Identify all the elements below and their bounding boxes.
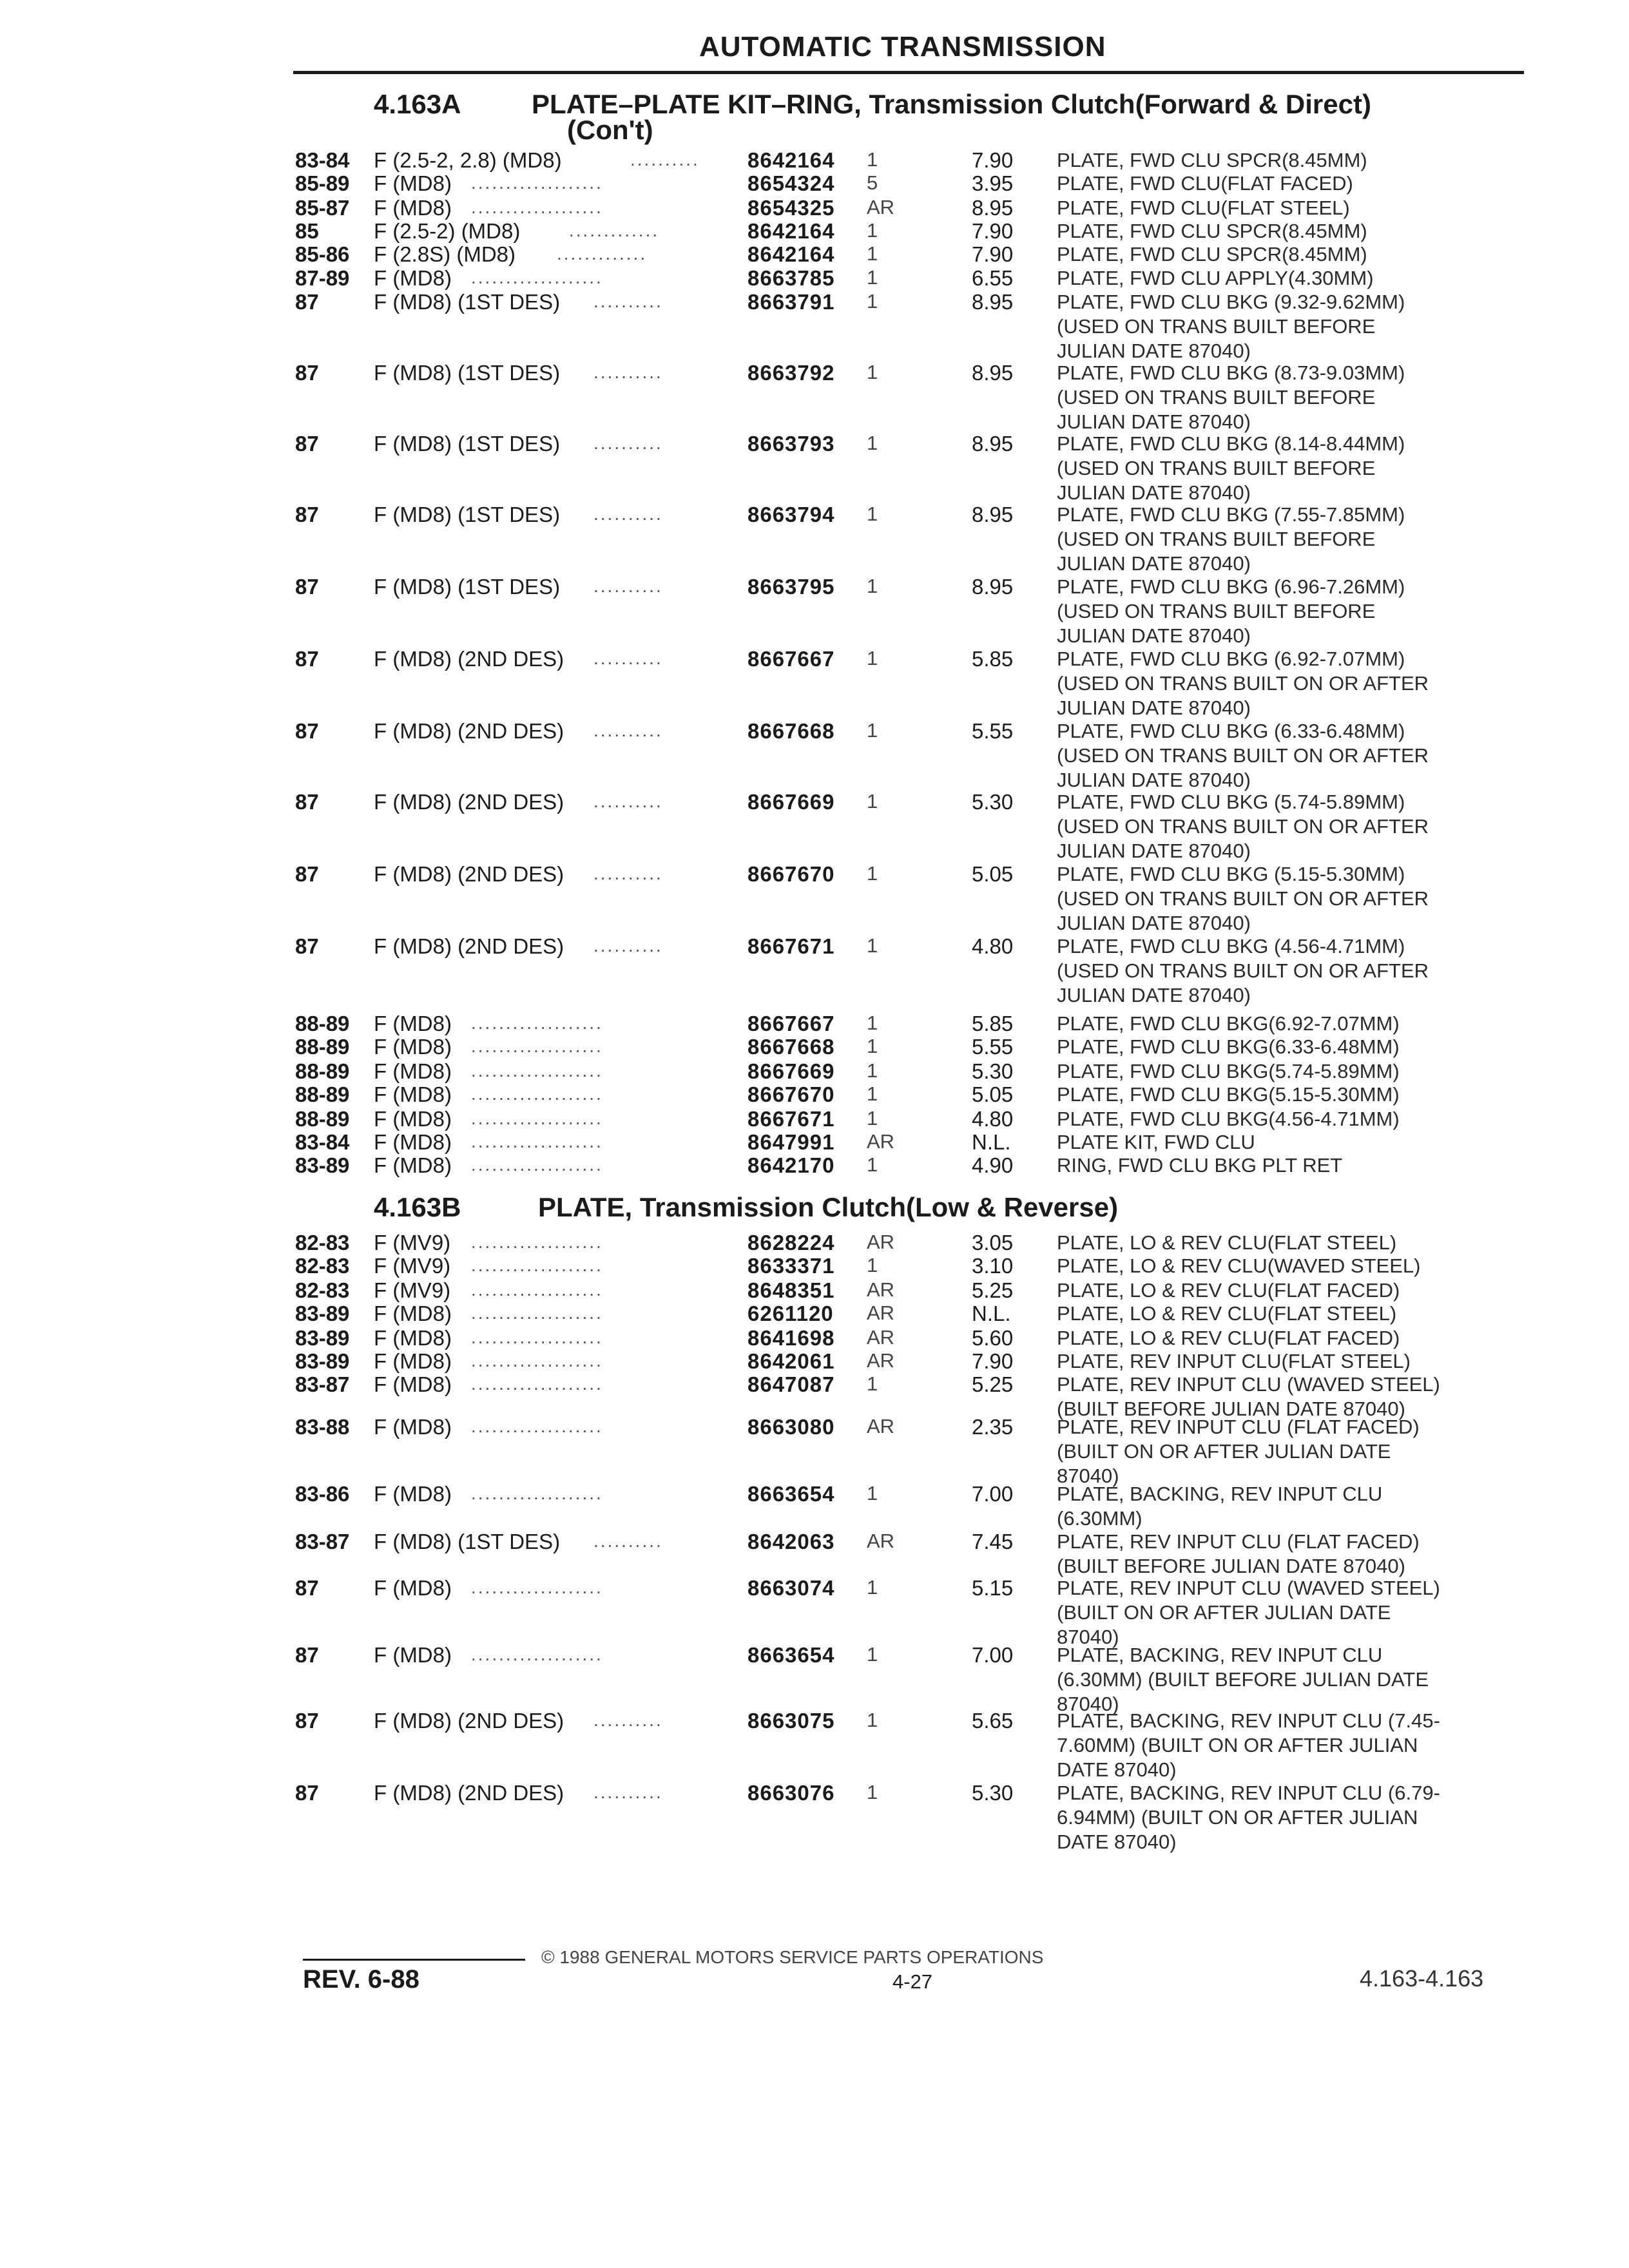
model-code: F (MD8) <box>374 1643 452 1667</box>
price: 7.00 <box>972 1482 1014 1506</box>
quantity: 1 <box>867 1035 878 1057</box>
part-description: PLATE, FWD CLU BKG (6.96-7.26MM) (USED ON TRANS BUILT BEFORE JULIAN DATE 87040) <box>1057 575 1405 647</box>
price: 5.25 <box>972 1278 1014 1302</box>
part-number: 8628224 <box>747 1231 835 1254</box>
part-description: PLATE, FWD CLU BKG(6.92-7.07MM) <box>1057 1012 1400 1035</box>
model-years: 83-87 <box>295 1530 350 1553</box>
part-number: 8667671 <box>747 1107 835 1131</box>
leader-dots: ................... <box>471 1577 603 1597</box>
model-years: 88-89 <box>295 1059 350 1083</box>
model-years: 88-89 <box>295 1012 350 1035</box>
quantity: AR <box>867 1231 895 1253</box>
part-number: 8641698 <box>747 1326 835 1350</box>
model-years: 87 <box>295 934 319 958</box>
part-description: PLATE, REV INPUT CLU (WAVED STEEL) (BUILT ON OR AFTER JULIAN DATE 87040) <box>1057 1577 1440 1648</box>
price: 7.90 <box>972 148 1014 172</box>
price: 5.05 <box>972 1082 1014 1106</box>
model-code: F (MD8) (2ND DES) <box>374 647 564 671</box>
price: 4.80 <box>972 1107 1014 1131</box>
leader-dots: .......... <box>593 791 663 811</box>
part-number: 8663793 <box>747 432 835 456</box>
part-description: PLATE, FWD CLU SPCR(8.45MM) <box>1057 243 1367 265</box>
part-description: PLATE, FWD CLU BKG (4.56-4.71MM) (USED ON TRANS BUILT ON OR AFTER JULIAN DATE 87040) <box>1057 935 1429 1006</box>
model-code: F (MD8) <box>374 1415 452 1439</box>
model-years: 87-89 <box>295 266 350 290</box>
model-code: F (MD8) <box>374 171 452 195</box>
leader-dots: ................... <box>471 1327 603 1347</box>
price: 3.05 <box>972 1231 1014 1254</box>
model-code: F (MD8) <box>374 1130 452 1154</box>
part-description: PLATE, LO & REV CLU(FLAT STEEL) <box>1057 1302 1397 1325</box>
part-description: PLATE, LO & REV CLU(WAVED STEEL) <box>1057 1254 1421 1277</box>
quantity: 1 <box>867 1372 878 1395</box>
quantity: AR <box>867 1530 895 1552</box>
leader-dots: ................... <box>471 1232 603 1252</box>
part-number: 8663076 <box>747 1781 835 1805</box>
quantity: 1 <box>867 1482 878 1504</box>
part-description: PLATE, FWD CLU BKG (5.74-5.89MM) (USED ON TRANS BUILT ON OR AFTER JULIAN DATE 87040) <box>1057 791 1429 862</box>
quantity: 1 <box>867 1254 878 1276</box>
leader-dots: .......... <box>593 1782 663 1802</box>
model-code: F (2.5-2, 2.8) (MD8) <box>374 148 562 172</box>
model-years: 83-84 <box>295 148 350 172</box>
leader-dots: ................... <box>471 1131 603 1151</box>
leader-dots: .......... <box>593 291 663 311</box>
quantity: 1 <box>867 361 878 383</box>
part-description: PLATE, REV INPUT CLU (FLAT FACED) (BUILT ON OR AFTER JULIAN DATE 87040) <box>1057 1416 1420 1487</box>
quantity: 1 <box>867 1012 878 1034</box>
quantity: 1 <box>867 575 878 597</box>
model-code: F (MD8) (1ST DES) <box>374 290 561 314</box>
model-code: F (MD8) <box>374 1153 452 1177</box>
model-code: F (MD8) (1ST DES) <box>374 432 561 456</box>
quantity: 1 <box>867 290 878 312</box>
model-years: 87 <box>295 432 319 456</box>
leader-dots: ................... <box>471 1108 603 1128</box>
model-code: F (MD8) <box>374 1012 452 1035</box>
model-years: 83-89 <box>295 1326 350 1350</box>
leader-dots: .......... <box>593 720 663 740</box>
model-code: F (MD8) (1ST DES) <box>374 361 561 385</box>
model-years: 87 <box>295 1643 319 1667</box>
model-code: F (MD8) (2ND DES) <box>374 934 564 958</box>
quantity: AR <box>867 1130 895 1153</box>
model-code: F (MD8) <box>374 1035 452 1059</box>
quantity: 1 <box>867 219 878 242</box>
model-years: 88-89 <box>295 1035 350 1059</box>
part-number: 8667668 <box>747 719 835 743</box>
price: N.L. <box>972 1130 1011 1154</box>
price: 7.90 <box>972 242 1014 266</box>
page-number: 4-27 <box>892 1970 933 1993</box>
leader-dots: .......... <box>593 1531 663 1551</box>
leader-dots: ................... <box>471 267 603 287</box>
leader-dots: ................... <box>471 1255 603 1275</box>
model-code: F (MD8) (2ND DES) <box>374 1709 564 1733</box>
quantity: 1 <box>867 1576 878 1599</box>
part-number: 8654324 <box>747 171 835 195</box>
model-years: 87 <box>295 361 319 385</box>
price: 8.95 <box>972 432 1014 456</box>
quantity: 1 <box>867 1709 878 1731</box>
model-years: 83-84 <box>295 1130 350 1154</box>
quantity: 1 <box>867 1781 878 1803</box>
part-number: 8663785 <box>747 266 835 290</box>
quantity: AR <box>867 1415 895 1437</box>
quantity: 1 <box>867 1082 878 1105</box>
price: 7.45 <box>972 1530 1014 1553</box>
quantity: AR <box>867 1278 895 1301</box>
part-number: 8663654 <box>747 1643 835 1667</box>
part-description: PLATE, REV INPUT CLU (WAVED STEEL) (BUILT BEFORE JULIAN DATE 87040) <box>1057 1373 1440 1420</box>
leader-dots: ................... <box>471 1483 603 1503</box>
quantity: 1 <box>867 1107 878 1129</box>
price: 7.90 <box>972 1349 1014 1373</box>
part-description: PLATE, BACKING, REV INPUT CLU (6.30MM) <box>1057 1483 1383 1530</box>
leader-dots: .......... <box>593 362 663 382</box>
model-code: F (MD8) (2ND DES) <box>374 862 564 886</box>
part-description: PLATE, LO & REV CLU(FLAT FACED) <box>1057 1279 1400 1302</box>
price: 5.60 <box>972 1326 1014 1350</box>
model-years: 82-83 <box>295 1254 350 1278</box>
leader-dots: .......... <box>593 433 663 453</box>
section-number: 4.163B <box>374 1192 461 1222</box>
model-years: 87 <box>295 647 319 671</box>
model-code: F (MD8) <box>374 1326 452 1350</box>
quantity: 1 <box>867 934 878 957</box>
part-number: 8667671 <box>747 934 835 958</box>
model-code: F (MD8) (1ST DES) <box>374 575 561 599</box>
price: 6.55 <box>972 266 1014 290</box>
quantity: AR <box>867 196 895 218</box>
part-number: 8663792 <box>747 361 835 385</box>
part-number: 8663654 <box>747 1482 835 1506</box>
price: 5.15 <box>972 1576 1014 1600</box>
quantity: 1 <box>867 503 878 525</box>
part-number: 8667669 <box>747 790 835 814</box>
quantity: AR <box>867 1302 895 1324</box>
part-description: PLATE, FWD CLU BKG (6.33-6.48MM) (USED ON TRANS BUILT ON OR AFTER JULIAN DATE 87040) <box>1057 720 1429 791</box>
model-code: F (2.8S) (MD8) <box>374 242 516 266</box>
price: 5.85 <box>972 647 1014 671</box>
part-number: 8667669 <box>747 1059 835 1083</box>
part-number: 8663791 <box>747 290 835 314</box>
leader-dots: .......... <box>593 863 663 883</box>
quantity: 1 <box>867 790 878 812</box>
price: 5.30 <box>972 1781 1014 1805</box>
part-number: 8642061 <box>747 1349 835 1373</box>
leader-dots: ................... <box>471 1280 603 1300</box>
quantity: 5 <box>867 171 878 194</box>
part-number: 8642164 <box>747 219 835 243</box>
quantity: 1 <box>867 1153 878 1176</box>
leader-dots: .......... <box>593 936 663 956</box>
price: 5.65 <box>972 1709 1014 1733</box>
page-header-title: AUTOMATIC TRANSMISSION <box>699 31 1106 62</box>
part-description: PLATE, REV INPUT CLU (FLAT FACED) (BUILT BEFORE JULIAN DATE 87040) <box>1057 1530 1420 1577</box>
price: 5.25 <box>972 1372 1014 1396</box>
model-code: F (MD8) (2ND DES) <box>374 719 564 743</box>
model-code: F (MD8) <box>374 196 452 220</box>
price: 8.95 <box>972 290 1014 314</box>
price: 8.95 <box>972 196 1014 220</box>
leader-dots: ................... <box>471 1084 603 1104</box>
model-code: F (MD8) (1ST DES) <box>374 503 561 526</box>
part-number: 8633371 <box>747 1254 835 1278</box>
model-code: F (MD8) <box>374 1349 452 1373</box>
leader-dots: ................... <box>471 1036 603 1056</box>
leader-dots: ............. <box>557 244 648 264</box>
model-code: F (MV9) <box>374 1278 451 1302</box>
quantity: 1 <box>867 432 878 454</box>
part-description: PLATE, FWD CLU BKG(6.33-6.48MM) <box>1057 1035 1400 1058</box>
model-years: 85-86 <box>295 242 350 266</box>
model-years: 87 <box>295 575 319 599</box>
leader-dots: ................... <box>471 1644 603 1664</box>
leader-dots: ................... <box>471 1013 603 1033</box>
part-description: PLATE, FWD CLU BKG(4.56-4.71MM) <box>1057 1108 1400 1130</box>
quantity: 1 <box>867 719 878 742</box>
part-description: PLATE, FWD CLU SPCR(8.45MM) <box>1057 149 1367 171</box>
part-description: PLATE, FWD CLU BKG (8.14-8.44MM) (USED ON TRANS BUILT BEFORE JULIAN DATE 87040) <box>1057 432 1405 504</box>
part-description: PLATE, LO & REV CLU(FLAT STEEL) <box>1057 1231 1397 1254</box>
part-number: 8648351 <box>747 1278 835 1302</box>
part-number: 6261120 <box>747 1302 834 1325</box>
model-years: 87 <box>295 503 319 526</box>
part-description: PLATE, FWD CLU APPLY(4.30MM) <box>1057 267 1374 289</box>
part-number: 8642164 <box>747 242 835 266</box>
model-code: F (MD8) <box>374 1082 452 1106</box>
model-years: 83-86 <box>295 1482 350 1506</box>
model-code: F (MD8) <box>374 1107 452 1131</box>
leader-dots: ................... <box>471 1374 603 1394</box>
quantity: 1 <box>867 266 878 289</box>
leader-dots: ................... <box>471 1350 603 1370</box>
section-title-text: PLATE–PLATE KIT–RING, Transmission Clutch(Forward & Direct) <box>532 89 1371 119</box>
model-years: 82-83 <box>295 1231 350 1254</box>
model-years: 82-83 <box>295 1278 350 1302</box>
part-description: PLATE, FWD CLU BKG(5.74-5.89MM) <box>1057 1060 1400 1082</box>
quantity: 1 <box>867 242 878 265</box>
model-code: F (MD8) (1ST DES) <box>374 1530 561 1553</box>
part-number: 8663075 <box>747 1709 835 1733</box>
section-subtitle: (Con't) <box>567 115 653 145</box>
part-description: PLATE, BACKING, REV INPUT CLU (6.30MM) (BUILT BEFORE JULIAN DATE 87040) <box>1057 1644 1429 1715</box>
part-description: PLATE KIT, FWD CLU <box>1057 1131 1255 1153</box>
part-number: 8663080 <box>747 1415 835 1439</box>
price: 4.80 <box>972 934 1014 958</box>
part-description: RING, FWD CLU BKG PLT RET <box>1057 1154 1343 1177</box>
leader-dots: ................... <box>471 197 603 217</box>
price: 7.90 <box>972 219 1014 243</box>
part-number: 8667667 <box>747 1012 835 1035</box>
leader-dots: .......... <box>593 576 663 596</box>
model-years: 83-87 <box>295 1372 350 1396</box>
part-number: 8647087 <box>747 1372 835 1396</box>
part-description: PLATE, FWD CLU BKG (9.32-9.62MM) (USED ON TRANS BUILT BEFORE JULIAN DATE 87040) <box>1057 291 1405 362</box>
part-description: PLATE, BACKING, REV INPUT CLU (6.79- 6.94MM) (BUILT ON OR AFTER JULIAN DATE 87040) <box>1057 1782 1440 1853</box>
part-number: 8667670 <box>747 1082 835 1106</box>
header-rule <box>293 71 1524 74</box>
price: 8.95 <box>972 361 1014 385</box>
model-code: F (MD8) (2ND DES) <box>374 1781 564 1805</box>
model-years: 87 <box>295 290 319 314</box>
quantity: 1 <box>867 148 878 171</box>
part-number: 8663794 <box>747 503 835 526</box>
part-number: 8642170 <box>747 1153 835 1177</box>
model-years: 83-88 <box>295 1415 350 1439</box>
model-years: 85-87 <box>295 196 350 220</box>
part-number: 8663795 <box>747 575 835 599</box>
leader-dots: ................... <box>471 1155 603 1175</box>
quantity: 1 <box>867 647 878 669</box>
model-code: F (2.5-2) (MD8) <box>374 219 521 243</box>
part-description: PLATE, FWD CLU BKG (6.92-7.07MM) (USED ON TRANS BUILT ON OR AFTER JULIAN DATE 87040) <box>1057 648 1429 719</box>
part-description: PLATE, REV INPUT CLU(FLAT STEEL) <box>1057 1350 1411 1372</box>
leader-dots: ................... <box>471 173 603 193</box>
price: 3.95 <box>972 171 1014 195</box>
model-years: 83-89 <box>295 1302 350 1325</box>
model-years: 87 <box>295 1576 319 1600</box>
part-number: 8667670 <box>747 862 835 886</box>
part-number: 8642164 <box>747 148 835 172</box>
leader-dots: ................... <box>471 1061 603 1081</box>
part-description: PLATE, FWD CLU BKG (5.15-5.30MM) (USED ON TRANS BUILT ON OR AFTER JULIAN DATE 87040) <box>1057 863 1429 934</box>
leader-dots: .......... <box>593 504 663 524</box>
model-years: 87 <box>295 1781 319 1805</box>
part-number: 8667668 <box>747 1035 835 1059</box>
part-description: PLATE, FWD CLU BKG (8.73-9.03MM) (USED ON TRANS BUILT BEFORE JULIAN DATE 87040) <box>1057 361 1405 433</box>
model-years: 85-89 <box>295 171 350 195</box>
model-years: 88-89 <box>295 1107 350 1131</box>
part-number: 8654325 <box>747 196 835 220</box>
part-number: 8663074 <box>747 1576 835 1600</box>
footer-copyright: © 1988 GENERAL MOTORS SERVICE PARTS OPERATIONS <box>541 1947 1044 1967</box>
quantity: AR <box>867 1349 895 1372</box>
price: 7.00 <box>972 1643 1014 1667</box>
model-years: 87 <box>295 1709 319 1733</box>
part-description: PLATE, FWD CLU BKG(5.15-5.30MM) <box>1057 1083 1400 1106</box>
model-code: F (MD8) <box>374 266 452 290</box>
price: 5.30 <box>972 790 1014 814</box>
quantity: 1 <box>867 1059 878 1082</box>
part-number: 8642063 <box>747 1530 835 1553</box>
price: 8.95 <box>972 503 1014 526</box>
part-description: PLATE, FWD CLU(FLAT STEEL) <box>1057 197 1350 219</box>
model-code: F (MV9) <box>374 1254 451 1278</box>
part-description: PLATE, FWD CLU BKG (7.55-7.85MM) (USED ON TRANS BUILT BEFORE JULIAN DATE 87040) <box>1057 503 1405 575</box>
price: 5.05 <box>972 862 1014 886</box>
model-years: 83-89 <box>295 1349 350 1373</box>
model-code: F (MD8) <box>374 1482 452 1506</box>
model-code: F (MD8) <box>374 1059 452 1083</box>
part-description: PLATE, FWD CLU SPCR(8.45MM) <box>1057 220 1367 242</box>
part-description: PLATE, BACKING, REV INPUT CLU (7.45- 7.60MM) (BUILT ON OR AFTER JULIAN DATE 87040) <box>1057 1709 1440 1781</box>
footer-rule <box>303 1959 525 1961</box>
leader-dots: .......... <box>593 648 663 668</box>
price: 4.90 <box>972 1153 1014 1177</box>
price: N.L. <box>972 1302 1011 1325</box>
section-number: 4.163A <box>374 89 461 119</box>
model-code: F (MD8) <box>374 1576 452 1600</box>
quantity: 1 <box>867 1643 878 1666</box>
section-reference: 4.163-4.163 <box>1360 1965 1484 1992</box>
quantity: 1 <box>867 862 878 885</box>
price: 5.30 <box>972 1059 1014 1083</box>
model-code: F (MV9) <box>374 1231 451 1254</box>
revision-label: REV. 6-88 <box>303 1965 419 1994</box>
model-years: 85 <box>295 219 319 243</box>
part-description: PLATE, LO & REV CLU(FLAT FACED) <box>1057 1327 1400 1349</box>
model-years: 87 <box>295 790 319 814</box>
model-years: 87 <box>295 862 319 886</box>
model-years: 87 <box>295 719 319 743</box>
leader-dots: ................... <box>471 1416 603 1436</box>
model-code: F (MD8) <box>374 1302 452 1325</box>
model-code: F (MD8) (2ND DES) <box>374 790 564 814</box>
quantity: AR <box>867 1326 895 1349</box>
price: 5.85 <box>972 1012 1014 1035</box>
price: 5.55 <box>972 719 1014 743</box>
price: 2.35 <box>972 1415 1014 1439</box>
price: 3.10 <box>972 1254 1014 1278</box>
model-years: 88-89 <box>295 1082 350 1106</box>
part-description: PLATE, FWD CLU(FLAT FACED) <box>1057 172 1353 195</box>
leader-dots: ................... <box>471 1303 603 1323</box>
part-number: 8667667 <box>747 647 835 671</box>
leader-dots: ............. <box>569 220 660 240</box>
price: 5.55 <box>972 1035 1014 1059</box>
section-title-text: PLATE, Transmission Clutch(Low & Reverse) <box>538 1192 1119 1222</box>
leader-dots: .......... <box>593 1710 663 1730</box>
model-code: F (MD8) <box>374 1372 452 1396</box>
model-years: 83-89 <box>295 1153 350 1177</box>
part-number: 8647991 <box>747 1130 835 1154</box>
leader-dots: .......... <box>630 149 700 169</box>
price: 8.95 <box>972 575 1014 599</box>
